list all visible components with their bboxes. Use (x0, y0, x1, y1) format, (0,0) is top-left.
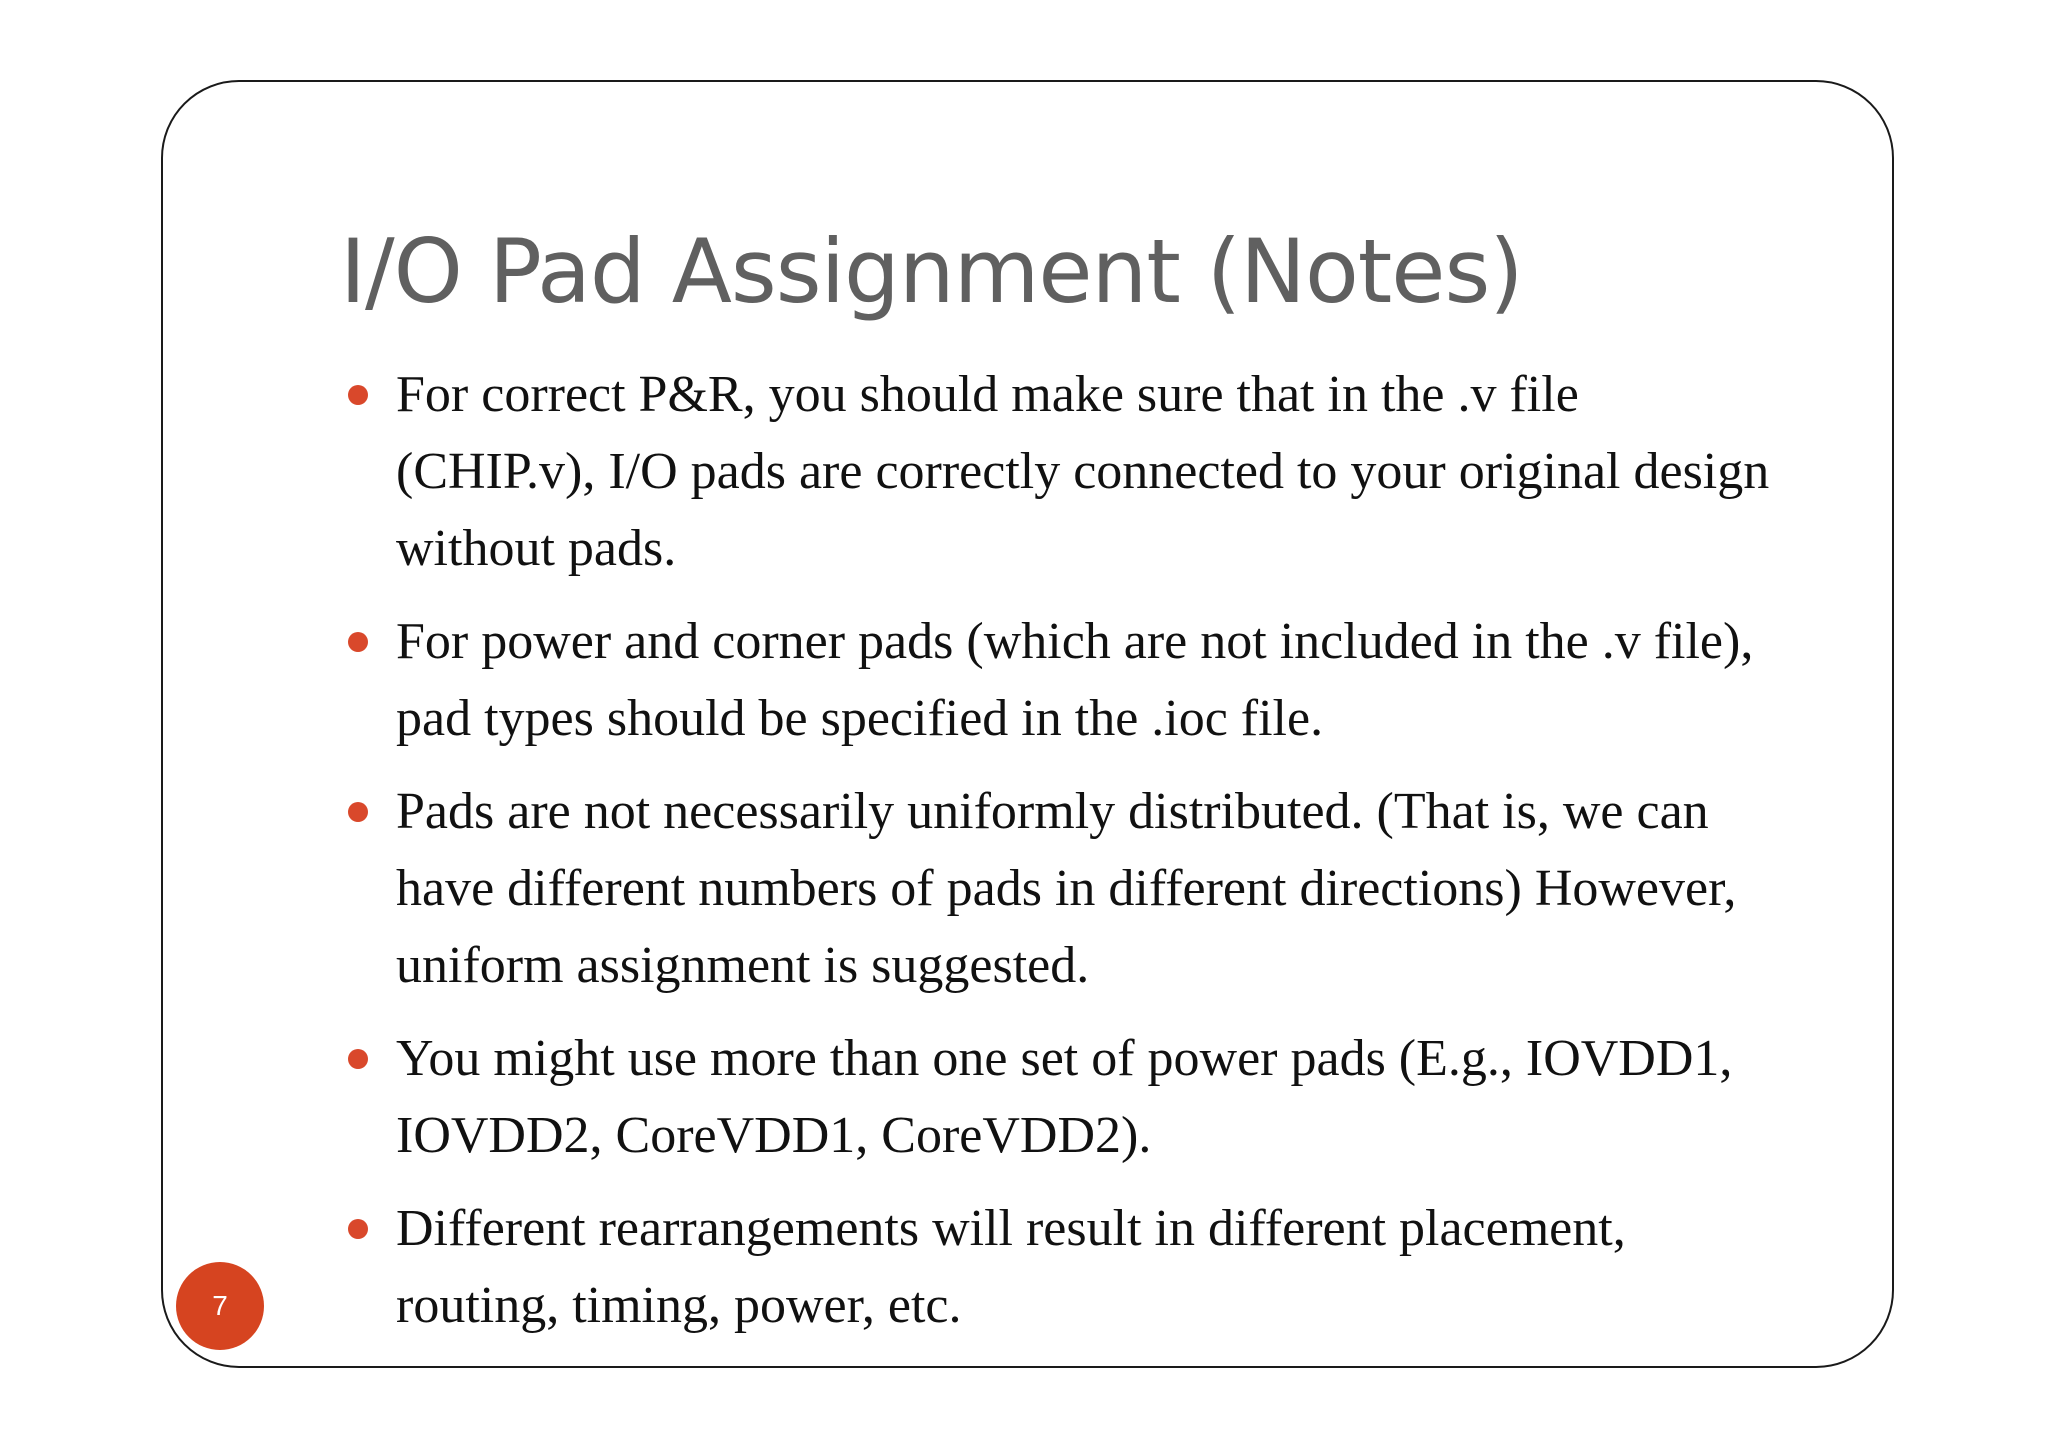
slide-title: I/O Pad Assignment (Notes) (340, 220, 1523, 323)
bullet-text: You might use more than one set of power pads (E.g., IOVDD1, IOVDD2, CoreVDD1, CoreVDD2). (396, 1030, 1733, 1164)
page-number-badge: 7 (176, 1262, 264, 1350)
bullet-dot-icon (348, 1049, 368, 1069)
bullet-item (340, 356, 1790, 587)
bullet-item (340, 603, 1790, 757)
bullet-list (340, 356, 1790, 1360)
bullet-item (340, 773, 1790, 1004)
bullet-dot-icon (348, 632, 368, 652)
bullet-text: Pads are not necessarily uniformly distributed. (That is, we can have different numbers of pads in different directions) However, uniform assignment is suggested. (396, 783, 1737, 994)
bullet-dot-icon (348, 1219, 368, 1239)
bullet-dot-icon (348, 385, 368, 405)
bullet-text: Different rearrangements will result in different placement, routing, timing, power, etc. (396, 1200, 1626, 1334)
bullet-text: For power and corner pads (which are not included in the .v file), pad types should be specified in the .ioc file. (396, 613, 1754, 747)
bullet-item (340, 1190, 1790, 1344)
bullet-dot-icon (348, 802, 368, 822)
bullet-item (340, 1020, 1790, 1174)
bullet-text: For correct P&R, you should make sure that in the .v file (CHIP.v), I/O pads are correctly connected to your original design without pads. (396, 366, 1770, 577)
